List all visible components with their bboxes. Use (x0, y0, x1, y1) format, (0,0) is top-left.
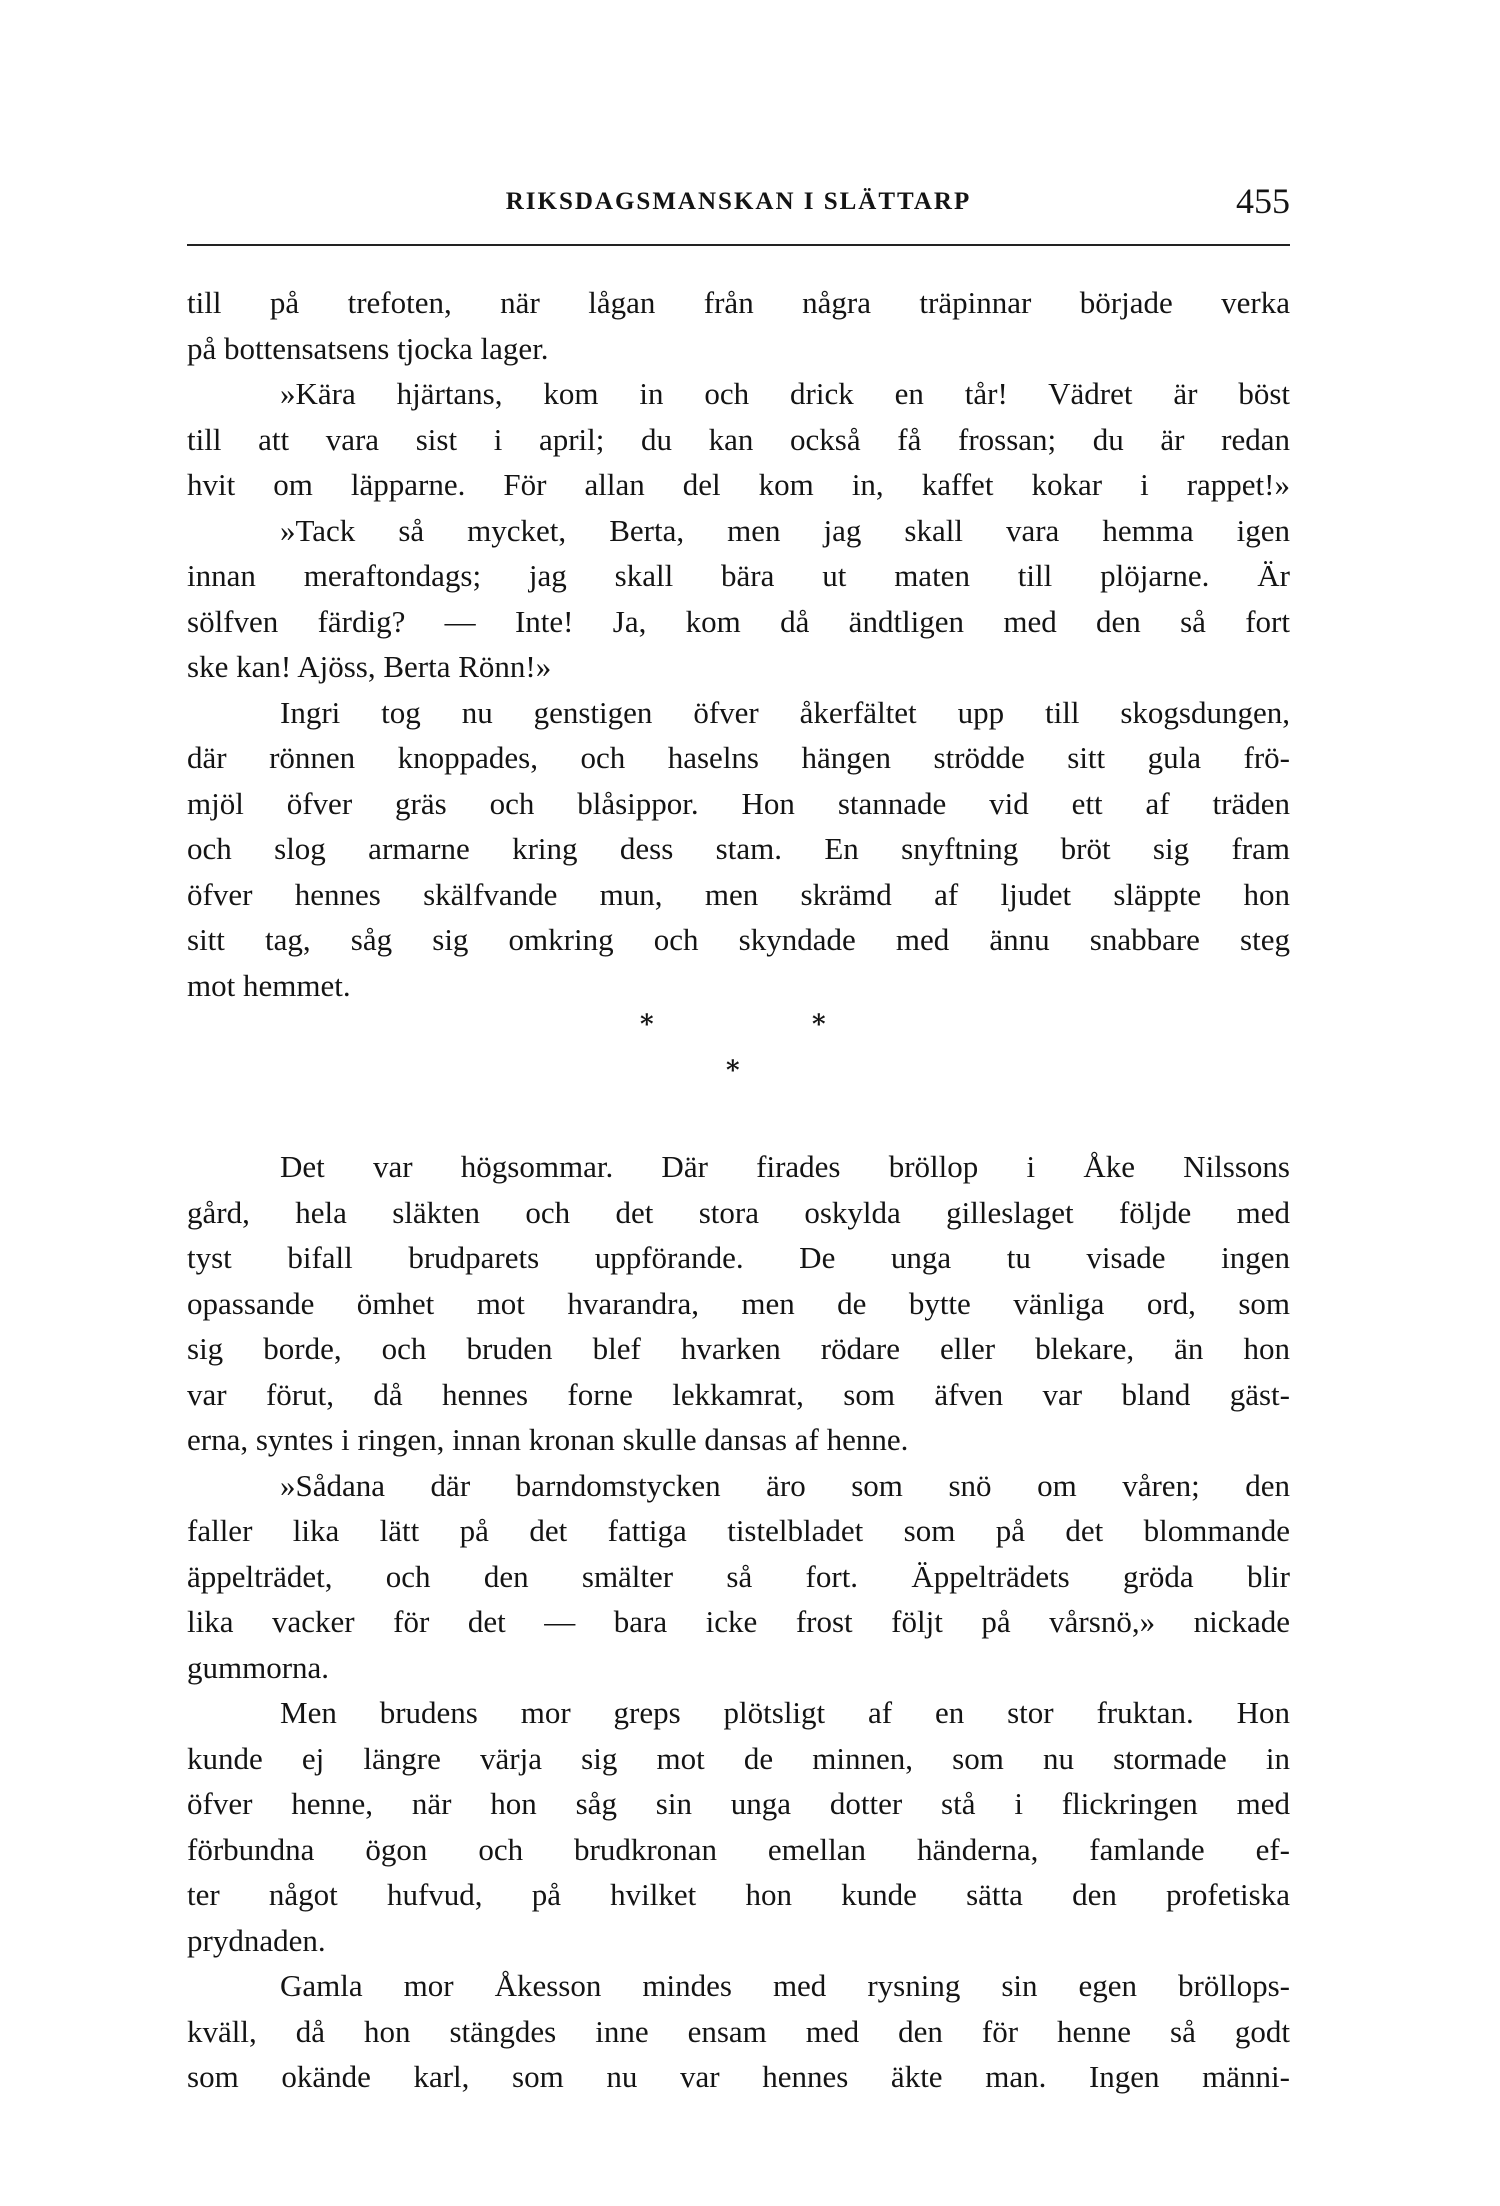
text-line: hvit om läpparne. För allan del kom in, kaffet kokar i rappet!» (187, 467, 1290, 502)
text-line: öfver hennes skälfvande mun, men skrämd af ljudet släppte hon (187, 876, 1290, 912)
text-line: »Sådana där barndomstycken äro som snö om våren; den (280, 1467, 1290, 1503)
section-two-text (187, 1144, 1290, 2100)
section-one-text (187, 280, 1290, 1008)
text-line: mjöl öfver gräs och blåsippor. Hon stannade vid ett af träden (187, 785, 1290, 821)
text-line: Gamla mor Åkesson mindes med rysning sin egen bröllops- (280, 1968, 1290, 2003)
text-line: mot hemmet. (187, 967, 351, 1003)
text-line: kunde ej längre värja sig mot de minnen, som nu stormade in (187, 1740, 1290, 1776)
text-line: som okände karl, som nu var hennes äkte man. Ingen männi- (187, 2059, 1290, 2094)
text-line: på bottensatsens tjocka lager. (187, 330, 549, 366)
text-line: sölfven färdig? — Inte! Ja, kom då ändtligen med den så fort (187, 603, 1290, 639)
asterisk: * (726, 1056, 740, 1086)
text-line: faller lika lätt på det fattiga tistelbladet som på det blommande (187, 1513, 1290, 1548)
text-line: lika vacker för det — bara icke frost följt på vårsnö,» nickade (187, 1604, 1290, 1639)
text-line: prydnaden. (187, 1922, 326, 1958)
text-line: gummorna. (187, 1649, 330, 1685)
text-line: öfver henne, när hon såg sin unga dotter stå i flickringen med (187, 1786, 1290, 1821)
running-title: RIKSDAGSMANSKAN I SLÄTTARP (505, 188, 972, 215)
text-line: »Tack så mycket, Berta, men jag skall vara hemma igen (280, 512, 1290, 548)
text-line: där rönnen knoppades, och haselns hängen strödde sitt gula frö- (187, 740, 1290, 775)
text-line: sig borde, och bruden blef hvarken rödare eller blekare, än hon (187, 1331, 1290, 1366)
text-line: till att vara sist i april; du kan också få frossan; du är redan (187, 421, 1290, 457)
header-rule (187, 244, 1290, 246)
section-break-asterism (0, 1010, 1500, 1090)
text-line: ske kan! Ajöss, Berta Rönn!» (187, 649, 552, 684)
running-head (187, 180, 1290, 232)
text-line: förbundna ögon och brudkronan emellan händerna, famlande ef- (187, 1831, 1290, 1867)
page-number: 455 (1236, 181, 1290, 221)
text-line: ter något hufvud, på hvilket hon kunde sätta den profetiska (187, 1877, 1290, 1912)
text-line: och slog armarne kring dess stam. En snyftning bröt sig fram (187, 831, 1290, 866)
text-line: Det var högsommar. Där firades bröllop i Åke Nilssons (280, 1149, 1290, 1184)
text-line: kväll, då hon stängdes inne ensam med den för henne så godt (187, 2013, 1290, 2049)
text-line: innan meraftondags; jag skall bära ut maten till plöjarne. Är (187, 558, 1290, 593)
text-line: gård, hela släkten och det stora oskylda gilleslaget följde med (187, 1194, 1290, 1230)
asterisk: * (812, 1010, 826, 1040)
text-line: tyst bifall brudparets uppförande. De unga tu visade ingen (187, 1240, 1290, 1275)
asterisk: * (640, 1010, 654, 1040)
text-line: opassande ömhet mot hvarandra, men de bytte vänliga ord, som (187, 1285, 1290, 1321)
text-line: till på trefoten, när lågan från några träpinnar började verka (187, 285, 1290, 320)
text-line: äppelträdet, och den smälter så fort. Äppelträdets gröda blir (187, 1558, 1290, 1594)
text-line: »Kära hjärtans, kom in och drick en tår! Vädret är böst (280, 376, 1290, 411)
text-line: var förut, då hennes forne lekkamrat, som äfven var bland gäst- (187, 1376, 1290, 1412)
text-line: erna, syntes i ringen, innan kronan skulle dansas af henne. (187, 1422, 909, 1457)
text-line: sitt tag, såg sig omkring och skyndade med ännu snabbare steg (187, 922, 1290, 957)
text-line: Ingri tog nu genstigen öfver åkerfältet upp till skogsdungen, (280, 694, 1290, 730)
text-line: Men brudens mor greps plötsligt af en stor fruktan. Hon (280, 1695, 1290, 1730)
